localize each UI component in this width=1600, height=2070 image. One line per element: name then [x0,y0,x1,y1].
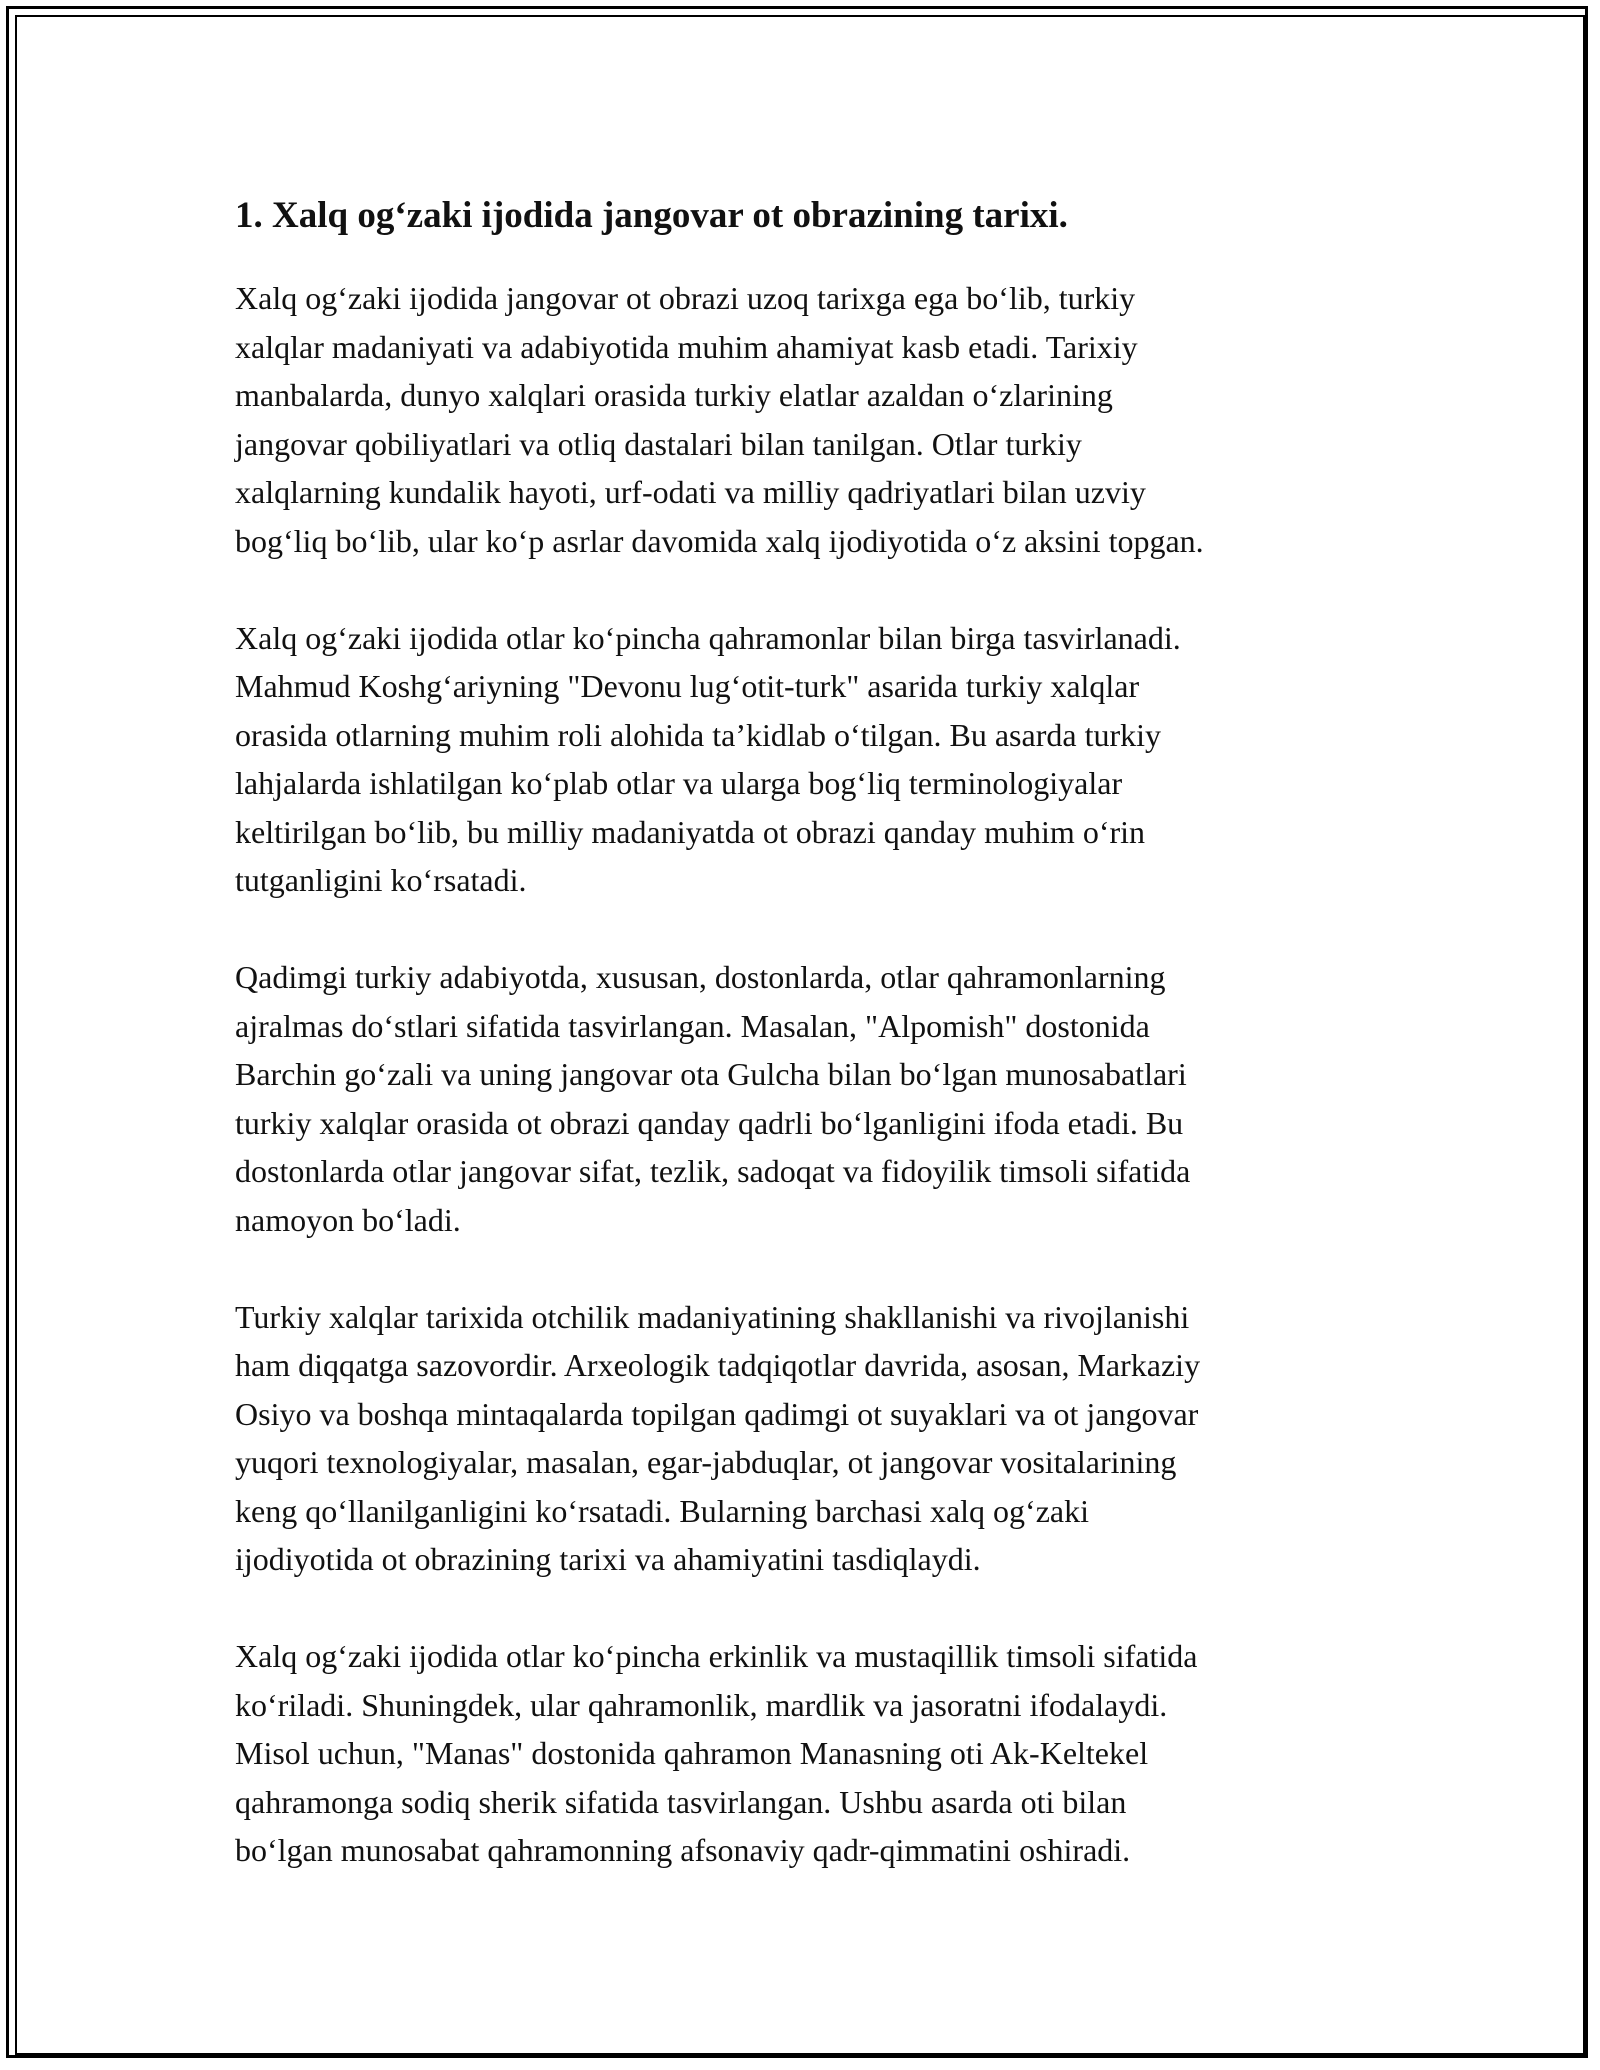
text-line: Barchin go‘zali va uning jangovar ota Gulcha bilan bo‘lgan munosabatlari [235,1056,1187,1092]
text-line: Xalq og‘zaki ijodida otlar ko‘pincha qahramonlar bilan birga tasvirlanadi. [235,619,1181,656]
text-line: keng qo‘llanilganligini ko‘rsatadi. Bularning barchasi xalq og‘zaki [235,1492,1089,1529]
paragraph-2 [235,614,1365,905]
text-line: xalqlar madaniyati va adabiyotida muhim ahamiyat kasb etadi. Tarixiy [235,328,1138,365]
paragraph-4 [235,1293,1365,1584]
text-line: Xalq og‘zaki ijodida otlar ko‘pincha erkinlik va mustaqillik timsoli sifatida [235,1638,1198,1674]
text-line: xalqlarning kundalik hayoti, urf-odati va milliy qadriyatlari bilan uzviy [235,474,1146,510]
text-line: turkiy xalqlar orasida ot obrazi qanday qadrli bo‘lganligini ifoda etadi. Bu [235,1104,1184,1141]
text-line: jangovar qobiliyatlari va otliq dastalari bilan tanilgan. Otlar turkiy [235,425,1082,462]
section-heading: 1. Xalq og‘zaki ijodida jangovar ot obrazining tarixi. [235,195,1068,236]
text-line: orasida otlarning muhim roli alohida ta’kidlab o‘tilgan. Bu asarda turkiy [235,716,1161,753]
paragraph-5 [235,1632,1365,1875]
text-line: keltirilgan bo‘lib, bu milliy madaniyatda ot obrazi qanday muhim o‘rin [235,813,1146,850]
paragraph-1 [235,274,1365,565]
text-line: tutganligini ko‘rsatadi. [235,862,527,898]
text-line: namoyon bo‘ladi. [235,1201,461,1238]
text-line: Turkiy xalqlar tarixida otchilik madaniyatining shakllanishi va rivojlanishi [235,1298,1190,1335]
paragraph-3 [235,953,1365,1244]
text-line: manbalarda, dunyo xalqlari orasida turkiy elatlar azaldan o‘zlarining [235,377,1113,413]
text-line: dostonlarda otlar jangovar sifat, tezlik, sadoqat va fidoyilik timsoli sifatida [235,1153,1191,1189]
text-line: ko‘riladi. Shuningdek, ular qahramonlik, mardlik va jasoratni ifodalaydi. [235,1686,1168,1723]
text-line: bo‘lgan munosabat qahramonning afsonaviy qadr-qimmatini oshiradi. [235,1832,1131,1868]
text-line: bog‘liq bo‘lib, ular ko‘p asrlar davomida xalq ijodiyotida o‘z aksini topgan. [235,522,1204,559]
text-line: ham diqqatga sazovordir. Arxeologik tadqiqotlar davrida, asosan, Markaziy [235,1347,1201,1383]
text-line: ijodiyotida ot obrazining tarixi va ahamiyatini tasdiqlaydi. [235,1541,981,1577]
text-line: Qadimgi turkiy adabiyotda, xususan, dostonlarda, otlar qahramonlarning [235,959,1166,995]
document-body [235,184,1365,1923]
text-line: Mahmud Koshg‘ariyning "Devonu lug‘otit-turk" asarida turkiy xalqlar [235,668,1140,704]
text-line: qahramonga sodiq sherik sifatida tasvirlangan. Ushbu asarda oti bilan [235,1783,1127,1820]
text-line: Osiyo va boshqa mintaqalarda topilgan qadimgi ot suyaklari va ot jangovar [235,1395,1199,1432]
text-line: ajralmas do‘stlari sifatida tasvirlangan. Masalan, "Alpomish" dostonida [235,1007,1150,1044]
text-line: Xalq og‘zaki ijodida jangovar ot obrazi uzoq tarixga ega bo‘lib, turkiy [235,280,1136,316]
text-line: Misol uchun, "Manas" dostonida qahramon Manasning oti Ak-Keltekel [235,1735,1149,1771]
text-line: yuqori texnologiyalar, masalan, egar-jabduqlar, ot jangovar vositalarining [235,1444,1177,1480]
text-line: lahjalarda ishlatilgan ko‘plab otlar va ularga bog‘liq terminologiyalar [235,765,1123,801]
